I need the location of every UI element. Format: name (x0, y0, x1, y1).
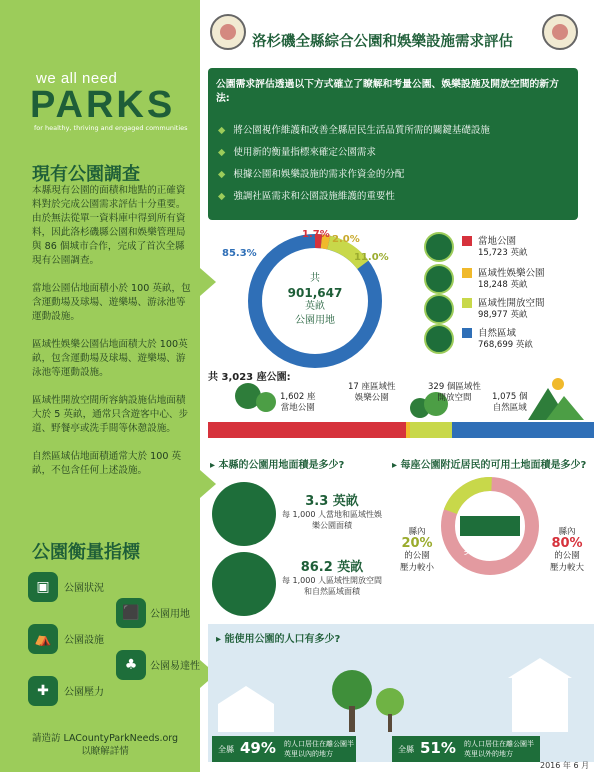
sun-icon (552, 378, 564, 390)
access-scene-illustration (212, 648, 590, 732)
natural-area-icon (424, 324, 454, 354)
open-space-icon (424, 294, 454, 324)
pressure-high (540, 526, 594, 574)
park-access-icon: ♣ (116, 650, 146, 680)
bar-label-natural: 1,075 個 自然區域 (492, 392, 528, 413)
access-outside-text: 的人口居住在離公園半英里以外的地方 (464, 740, 534, 758)
bar-natural (452, 422, 594, 438)
access-within-text: 的人口居住在離公園半英里以內的地方 (284, 740, 354, 758)
tree-icon (256, 392, 276, 412)
access-outside-prefix: 全縣 (398, 745, 414, 754)
access-outside-pct: 51% (420, 739, 456, 757)
inventory-paragraph: 本縣現有公園的面積和地點的正確資料對於完成公園需求評估十分重要。由於無法從單一資料庫中得到所有資料，因此洛杉磯縣公園和娛樂管理局與 86 個城市合作，完成了首次全縣現有公園調查。 (32, 185, 186, 266)
roof-icon (508, 658, 572, 678)
pressure-donut (440, 476, 540, 576)
metric-label-pressure: 公園壓力 (64, 687, 104, 698)
access-stat-outside (392, 736, 540, 762)
pct-natural: 85.3% (222, 248, 257, 259)
question-land-amount: ▸ 本縣的公園用地面積是多少? (210, 456, 344, 471)
legend-swatch-yellow (462, 268, 472, 278)
park-pressure-icon: ✚ (28, 676, 58, 706)
donut-total: 901,647 (287, 286, 343, 300)
bar-label-regional-rec: 17 座區域性 娛樂公園 (348, 382, 396, 403)
park-land-icon: ⬛ (116, 598, 146, 628)
pct-open-space: 11.0% (354, 252, 389, 263)
pressure-low-line1: 縣內 (408, 527, 426, 537)
question-land-per-park: ▸ 每座公園附近居民的可用土地面積是多少? (392, 456, 586, 471)
metric-label-land: 公園用地 (150, 609, 190, 620)
legend-open-space-name: 區域性開放空間 (478, 298, 545, 309)
pressure-high-pct: 80% (551, 536, 583, 551)
tagline-top: we all need (36, 70, 118, 87)
metric-label-amenities: 公園設施 (64, 635, 104, 646)
stat-natural (282, 556, 382, 597)
access-within-pct: 49% (240, 739, 276, 757)
stat-local-value: 3.3 英畝 (305, 494, 359, 509)
donut-center-line1: 共 (310, 273, 320, 284)
pressure-high-line1: 縣內 (558, 527, 576, 537)
intro-bullet: ◆ 根據公園和娛樂設施的需求作資金的分配 (218, 166, 404, 180)
stat-natural-value: 86.2 英畝 (300, 560, 364, 575)
tree-trunk (349, 706, 355, 732)
pressure-low (392, 526, 442, 574)
stat-natural-desc: 每 1,000 人區域性開放空間和自然區域面積 (282, 576, 382, 596)
metric-label-condition: 公園狀況 (64, 583, 104, 594)
metric-label-access: 公園易達性 (150, 661, 200, 672)
park-scene-illustration (208, 374, 594, 426)
stat-local (282, 490, 382, 531)
local-park-icon (424, 232, 454, 262)
county-seal-right (542, 14, 578, 50)
pressure-center-band (460, 516, 520, 536)
donut-center (265, 272, 365, 328)
legend-natural-value: 768,699 英畝 (478, 340, 533, 350)
regional-rec-paragraph: 區域性娛樂公園佔地面積大於 100英畝，包含運動場及球場、遊樂場、游泳池等運動設施。 (32, 339, 188, 378)
parks-logo: PARKS (30, 84, 176, 126)
bar-label-local: 1,602 座 當地公園 (280, 392, 316, 413)
apartment-building-icon (512, 678, 568, 732)
local-park-trees-icon (212, 482, 276, 546)
legend-open-space-value: 98,977 英畝 (478, 310, 528, 320)
natural-trees-icon (212, 552, 276, 616)
legend-regional-rec-value: 18,248 英畝 (478, 280, 528, 290)
visit-line-1: 請造訪 LACountyParkNeeds.org (31, 733, 179, 744)
pressure-low-pct: 20% (401, 536, 433, 551)
tree-icon (332, 670, 372, 710)
park-count-bar (208, 422, 594, 438)
pressure-low-line2: 的公園 (404, 551, 430, 561)
intro-text: 公園需求評估透過以下方式確立了瞭解和考量公園、娛樂設施及開放空間的新方法: (216, 79, 559, 104)
pct-local: 1.7% (302, 229, 330, 240)
visit-line-2: 以瞭解詳情 (81, 746, 129, 757)
pointer-arrow (200, 268, 216, 296)
bar-local (208, 422, 406, 438)
stat-local-desc: 每 1,000 人當地和區域性娛樂公園面積 (282, 510, 382, 530)
pressure-high-line2: 的公園 (554, 551, 580, 561)
access-stat-within (212, 736, 356, 762)
publication-date: 2016 年 6 月 (540, 761, 590, 770)
tagline-bottom: for healthy, thriving and engaged communities (34, 124, 188, 132)
pointer-arrow (200, 470, 216, 498)
house-icon (218, 686, 274, 732)
question-access: ▸ 能使用公園的人口有多少? (216, 630, 340, 645)
pressure-center-label: 英畝/千人 (464, 547, 504, 557)
metrics-title: 公園衡量指標 (32, 542, 140, 563)
intro-bullet: ◆ 將公園視作維護和改善全縣居民生活品質所需的關鍵基礎設施 (218, 122, 490, 136)
pressure-high-line3: 壓力較大 (549, 563, 584, 573)
natural-areas-paragraph: 自然區域佔地面積通常大於 100 英畝，不包含任何上述設施。 (32, 451, 182, 476)
page-title: 洛杉磯全縣綜合公園和娛樂設施需求評估 (252, 34, 513, 50)
bar-open-space (410, 422, 452, 438)
legend-swatch-blue (462, 328, 472, 338)
pct-regional-rec: 2.0% (332, 234, 360, 245)
park-condition-icon: ▣ (28, 572, 58, 602)
county-seal-left (210, 14, 246, 50)
park-amenities-icon: ⛺ (28, 624, 58, 654)
bar-label-open-space: 329 個區域性 開放空間 (428, 382, 481, 403)
tree-icon (376, 688, 404, 716)
access-within-prefix: 全縣 (218, 745, 234, 754)
donut-center-unit: 英畝 (305, 301, 325, 312)
park-count-total: 共 3,023 座公園: (208, 372, 291, 383)
legend-natural-name: 自然區域 (478, 328, 517, 339)
legend-local-name: 當地公園 (478, 236, 517, 247)
legend-swatch-lime (462, 298, 472, 308)
local-parks-paragraph: 當地公園佔地面積小於 100 英畝，包含運動場及球場、遊樂場、游泳池等運動設施。 (32, 283, 191, 322)
donut-center-label: 公園用地 (295, 315, 335, 326)
legend-regional-rec-name: 區域性娛樂公園 (478, 268, 545, 279)
regional-open-paragraph: 區域性開放空間所容納設施佔地面積大於 5 英畝，通常只含遊客中心、步道、野餐亭或洗手間等休憩設施。 (32, 395, 189, 434)
intro-bullet: ◆ 使用新的衡量指標來確定公園需求 (218, 144, 376, 158)
legend-swatch-red (462, 236, 472, 246)
regional-rec-icon (424, 264, 454, 294)
tree-trunk (388, 714, 392, 732)
legend-local-value: 15,723 英畝 (478, 248, 528, 258)
inventory-title: 現有公園調查 (32, 164, 140, 185)
pressure-low-line3: 壓力較小 (399, 563, 434, 573)
intro-bullet: ◆ 強調社區需求和公園設施維護的重要性 (218, 188, 395, 202)
visit-link-text (30, 732, 180, 758)
